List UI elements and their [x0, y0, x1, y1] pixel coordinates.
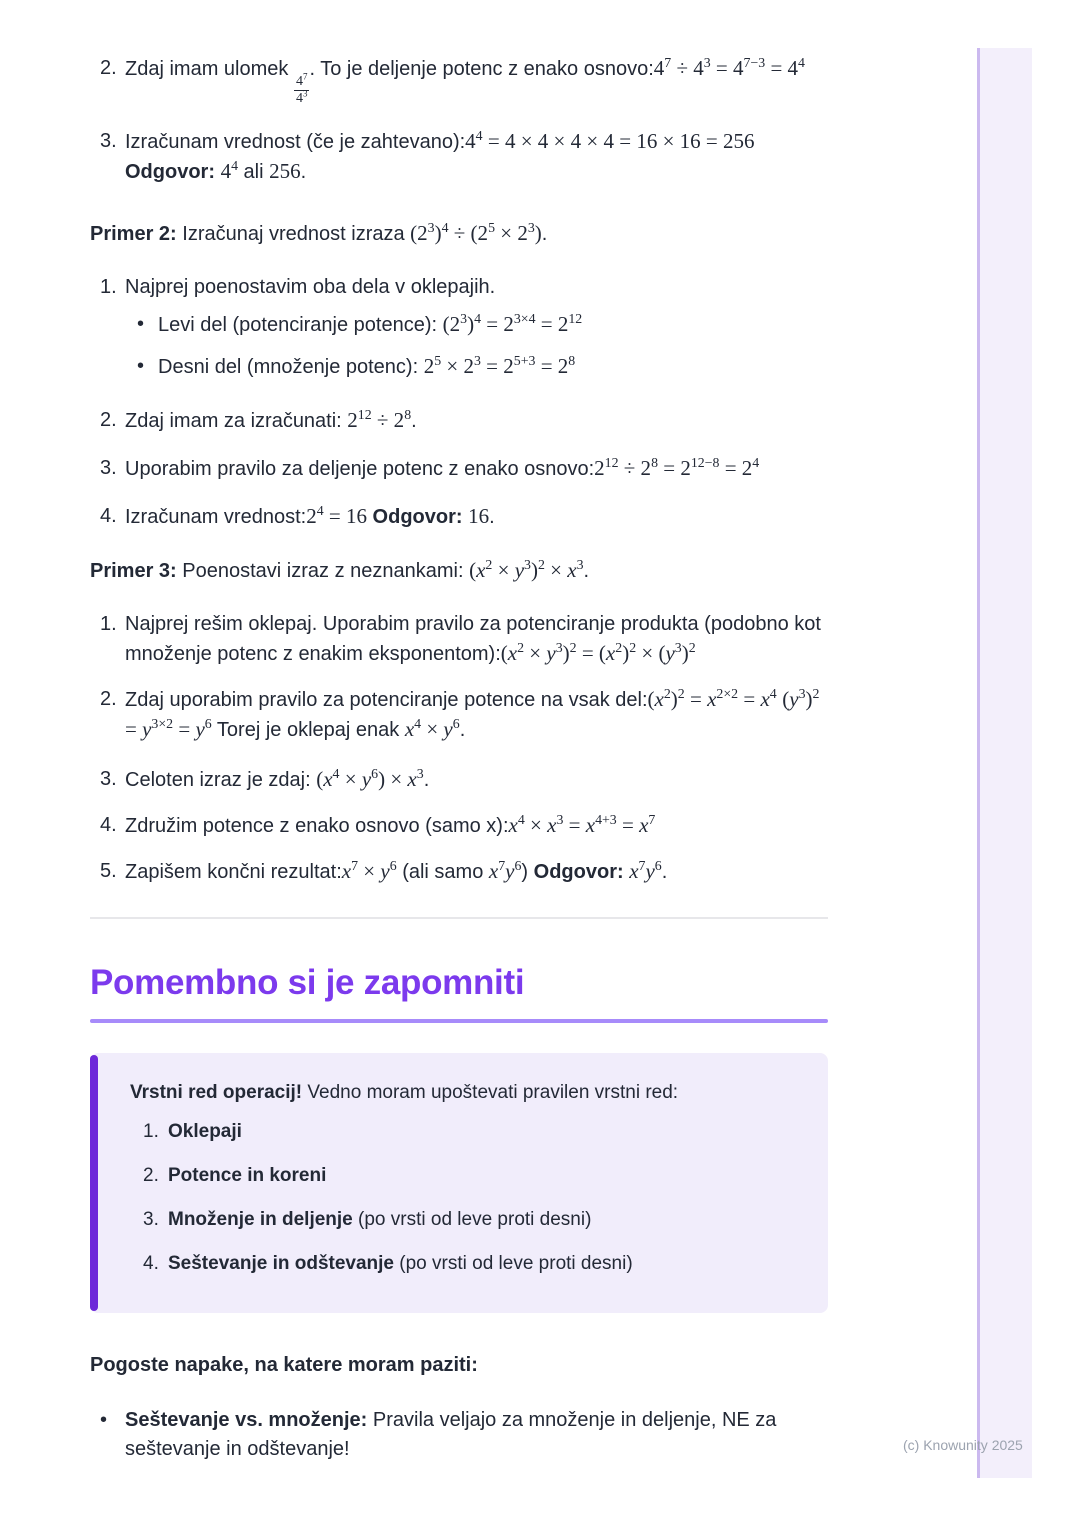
math-expression: $(x^2 \times y^3)^2 = (x^2)^2 \times (y^3)^2$ [500, 640, 696, 666]
list-item-text: Zdaj uporabim pravilo za potenciranje potence na vsak $del:(x^2)^2 = x^{2\times 2} = x^4$ $(y^3)^2 = y^{3\times 2} = y^6$ Torej je oklepaj enak $x^4 \times y^6$. [125, 686, 820, 742]
bullet-icon: • [100, 1409, 108, 1432]
list-item [90, 352, 828, 382]
list-marker: 1. [100, 276, 117, 299]
list-marker: 5. [100, 860, 117, 883]
list-item [90, 1406, 828, 1464]
list-marker: 4. [100, 814, 117, 837]
list-item-text: Desni del (množenje potenc): $2^5 \times 2^3 = 2^{5+3} = 2^8$ [158, 353, 576, 379]
bullet-icon: • [137, 355, 145, 378]
heading-underline [90, 1019, 828, 1023]
bullet-icon: • [137, 313, 145, 336]
list-marker: 2. [100, 57, 117, 79]
list-item-text: Izračunam vrednost (če je $zahtevano):4^4 = 4 \times 4 \times 4 \times 4 = 16 \times 16 = 256$ Odgovor: $4^4$ ali 256. [125, 128, 755, 184]
list-item-text: Oklepaji [168, 1121, 242, 1143]
math-expression: $4^4 = 4 \times 4 \times 4 \times 4 = 16 \times 16 = 256$ [465, 128, 755, 154]
list-item-text: Najprej rešim oklepaj. Uporabim pravilo za potenciranje produkta (podobno kot množenje potenc z enakim $eksponentom):(x^2 \times y^3)^2 = (x^2)^2 \times (y^3)^2$ [125, 613, 821, 666]
math-expression: $2^5 \times 2^3 = 2^{5+3} = 2^8$ [423, 353, 576, 379]
list-item-text: Zdaj imam ulomek $\frac{4^7}{4^3}$ . To je deljenje potenc z enako $osnovo:4^7 \div 4^3 = 4^{7-3} = 4^4$ [125, 55, 805, 107]
list-item [90, 454, 828, 484]
math-expression: $2^{12} \div 2^8 = 2^{12-8} = 2^4$ [594, 455, 760, 481]
math-expression: 256 [269, 159, 301, 184]
list-item [130, 1206, 798, 1233]
math-expression: $4^7 \div 4^3 = 4^{7-3} = 4^4$ [653, 55, 805, 80]
list-item [130, 1118, 798, 1145]
list-marker: 3. [100, 130, 117, 153]
list-item [90, 406, 828, 436]
list-item-text: Seštevanje vs. množenje: Pravila veljajo za množenje in deljenje, NE za seštevanje in odštevanje! [125, 1409, 777, 1461]
list-item-text: Izračunam $vrednost:2^4 = 16$ Odgovor: 16. [125, 503, 495, 529]
list-item [90, 273, 828, 302]
math-expression: $x^7y^6$ [629, 858, 662, 884]
list-marker: 2. [100, 409, 117, 432]
section-heading: Pomembno si je zapomniti [90, 963, 525, 1003]
list-item [90, 857, 828, 887]
list-item [130, 1162, 798, 1189]
math-expression: $(x^4 \times y^6) \times x^3$ [316, 766, 424, 792]
callout-accent-bar [90, 1055, 98, 1311]
math-expression: $4^4$ [220, 158, 238, 184]
list-item [90, 310, 828, 340]
list-marker: 2. [143, 1165, 159, 1187]
list-item-text: Levi del (potenciranje potence): $(2^3)^4 = 2^{3\times 4} = 2^{12}$ [158, 311, 583, 337]
list-marker: 4. [100, 505, 117, 528]
list-item-text: Množenje in deljenje (po vrsti od leve proti desni) [168, 1209, 592, 1231]
math-expression: $x^4 \times y^6$ [404, 716, 460, 742]
list-item [90, 685, 828, 745]
right-highlight-strip [977, 48, 1032, 1478]
callout-body [90, 1053, 828, 1313]
callout-box [90, 1053, 828, 1313]
callout-intro: Vrstni red operacij! Vedno moram upoštevati pravilen vrstni red: [130, 1082, 679, 1104]
paragraph-primer-2: Primer 2: Izračunaj vrednost izraza $(2^3)^4 \div (2^5 \times 2^3)$. [90, 220, 548, 246]
document-content [90, 54, 828, 1464]
list-item-text: Uporabim pravilo za deljenje potenc z enako $osnovo:2^{12} \div 2^8 = 2^{12-8} = 2^4$ [125, 455, 760, 481]
list-marker: 2. [100, 688, 117, 711]
list-item [90, 765, 828, 795]
paragraph-primer-3: Primer 3: Poenostavi izraz z neznankami: $(x^2 \times y^3)^2 \times x^3$. [90, 557, 590, 583]
list-item [90, 54, 828, 107]
math-expression: $2^{12} \div 2^8$ [347, 407, 412, 433]
fraction: $\frac{4^7}{4^3}$ [295, 71, 308, 107]
list-item-text: Zdaj imam za izračunati: $2^{12} \div 2^8$. [125, 407, 417, 433]
math-expression: $(2^3)^4 = 2^{3\times 4} = 2^{12}$ [442, 311, 583, 337]
list-item-text: Najprej poenostavim oba dela v oklepajih. [125, 276, 496, 299]
list-item [130, 1250, 798, 1277]
math-expression: $(2^3)^4 \div (2^5 \times 2^3)$ [410, 220, 542, 246]
list-marker: 3. [100, 457, 117, 480]
math-expression: $(x^2 \times y^3)^2 \times x^3$ [469, 557, 584, 583]
list-item [90, 811, 828, 841]
math-expression: $2^4 = 16$ [306, 503, 367, 529]
math-expression: $x^4 \times x^3 = x^{4+3} = x^7$ [508, 812, 656, 838]
math-expression: $(x^2)^2 = x^{2\times 2} = x^4$ [647, 686, 777, 712]
common-mistakes-heading: Pogoste napake, na katere moram paziti: [90, 1354, 478, 1377]
list-item-text: Celoten izraz je zdaj: $(x^4 \times y^6) \times x^3$. [125, 766, 430, 792]
list-marker: 3. [143, 1209, 159, 1231]
list-item [90, 502, 828, 532]
section-divider [90, 917, 828, 919]
list-item-text: Potence in koreni [168, 1165, 327, 1187]
list-marker: 4. [143, 1253, 159, 1275]
list-item-text: Seštevanje in odštevanje (po vrsti od leve proti desni) [168, 1253, 633, 1275]
list-marker: 1. [100, 613, 117, 636]
footer-copyright: (c) Knowunity 2025 [903, 1437, 1023, 1453]
list-item-text: Zapišem končni $rezultat:x^7 \times y^6$ (ali samo $x^7y^6$) Odgovor: $x^7y^6$. [125, 858, 668, 884]
list-item [90, 127, 828, 187]
list-marker: 1. [143, 1121, 159, 1143]
list-item [90, 610, 828, 669]
math-expression: $(y^3)^2 = y^{3\times 2} = y^6$ [125, 686, 820, 742]
list-marker: 3. [100, 768, 117, 791]
math-expression: $x^7y^6$ [488, 858, 522, 884]
math-expression: 16 [468, 504, 490, 529]
math-expression: $x^7 \times y^6$ [341, 858, 397, 884]
list-item-text: Združim potence z enako osnovo (samo $x):x^4 \times x^3 = x^{4+3} = x^7$ [125, 812, 656, 838]
